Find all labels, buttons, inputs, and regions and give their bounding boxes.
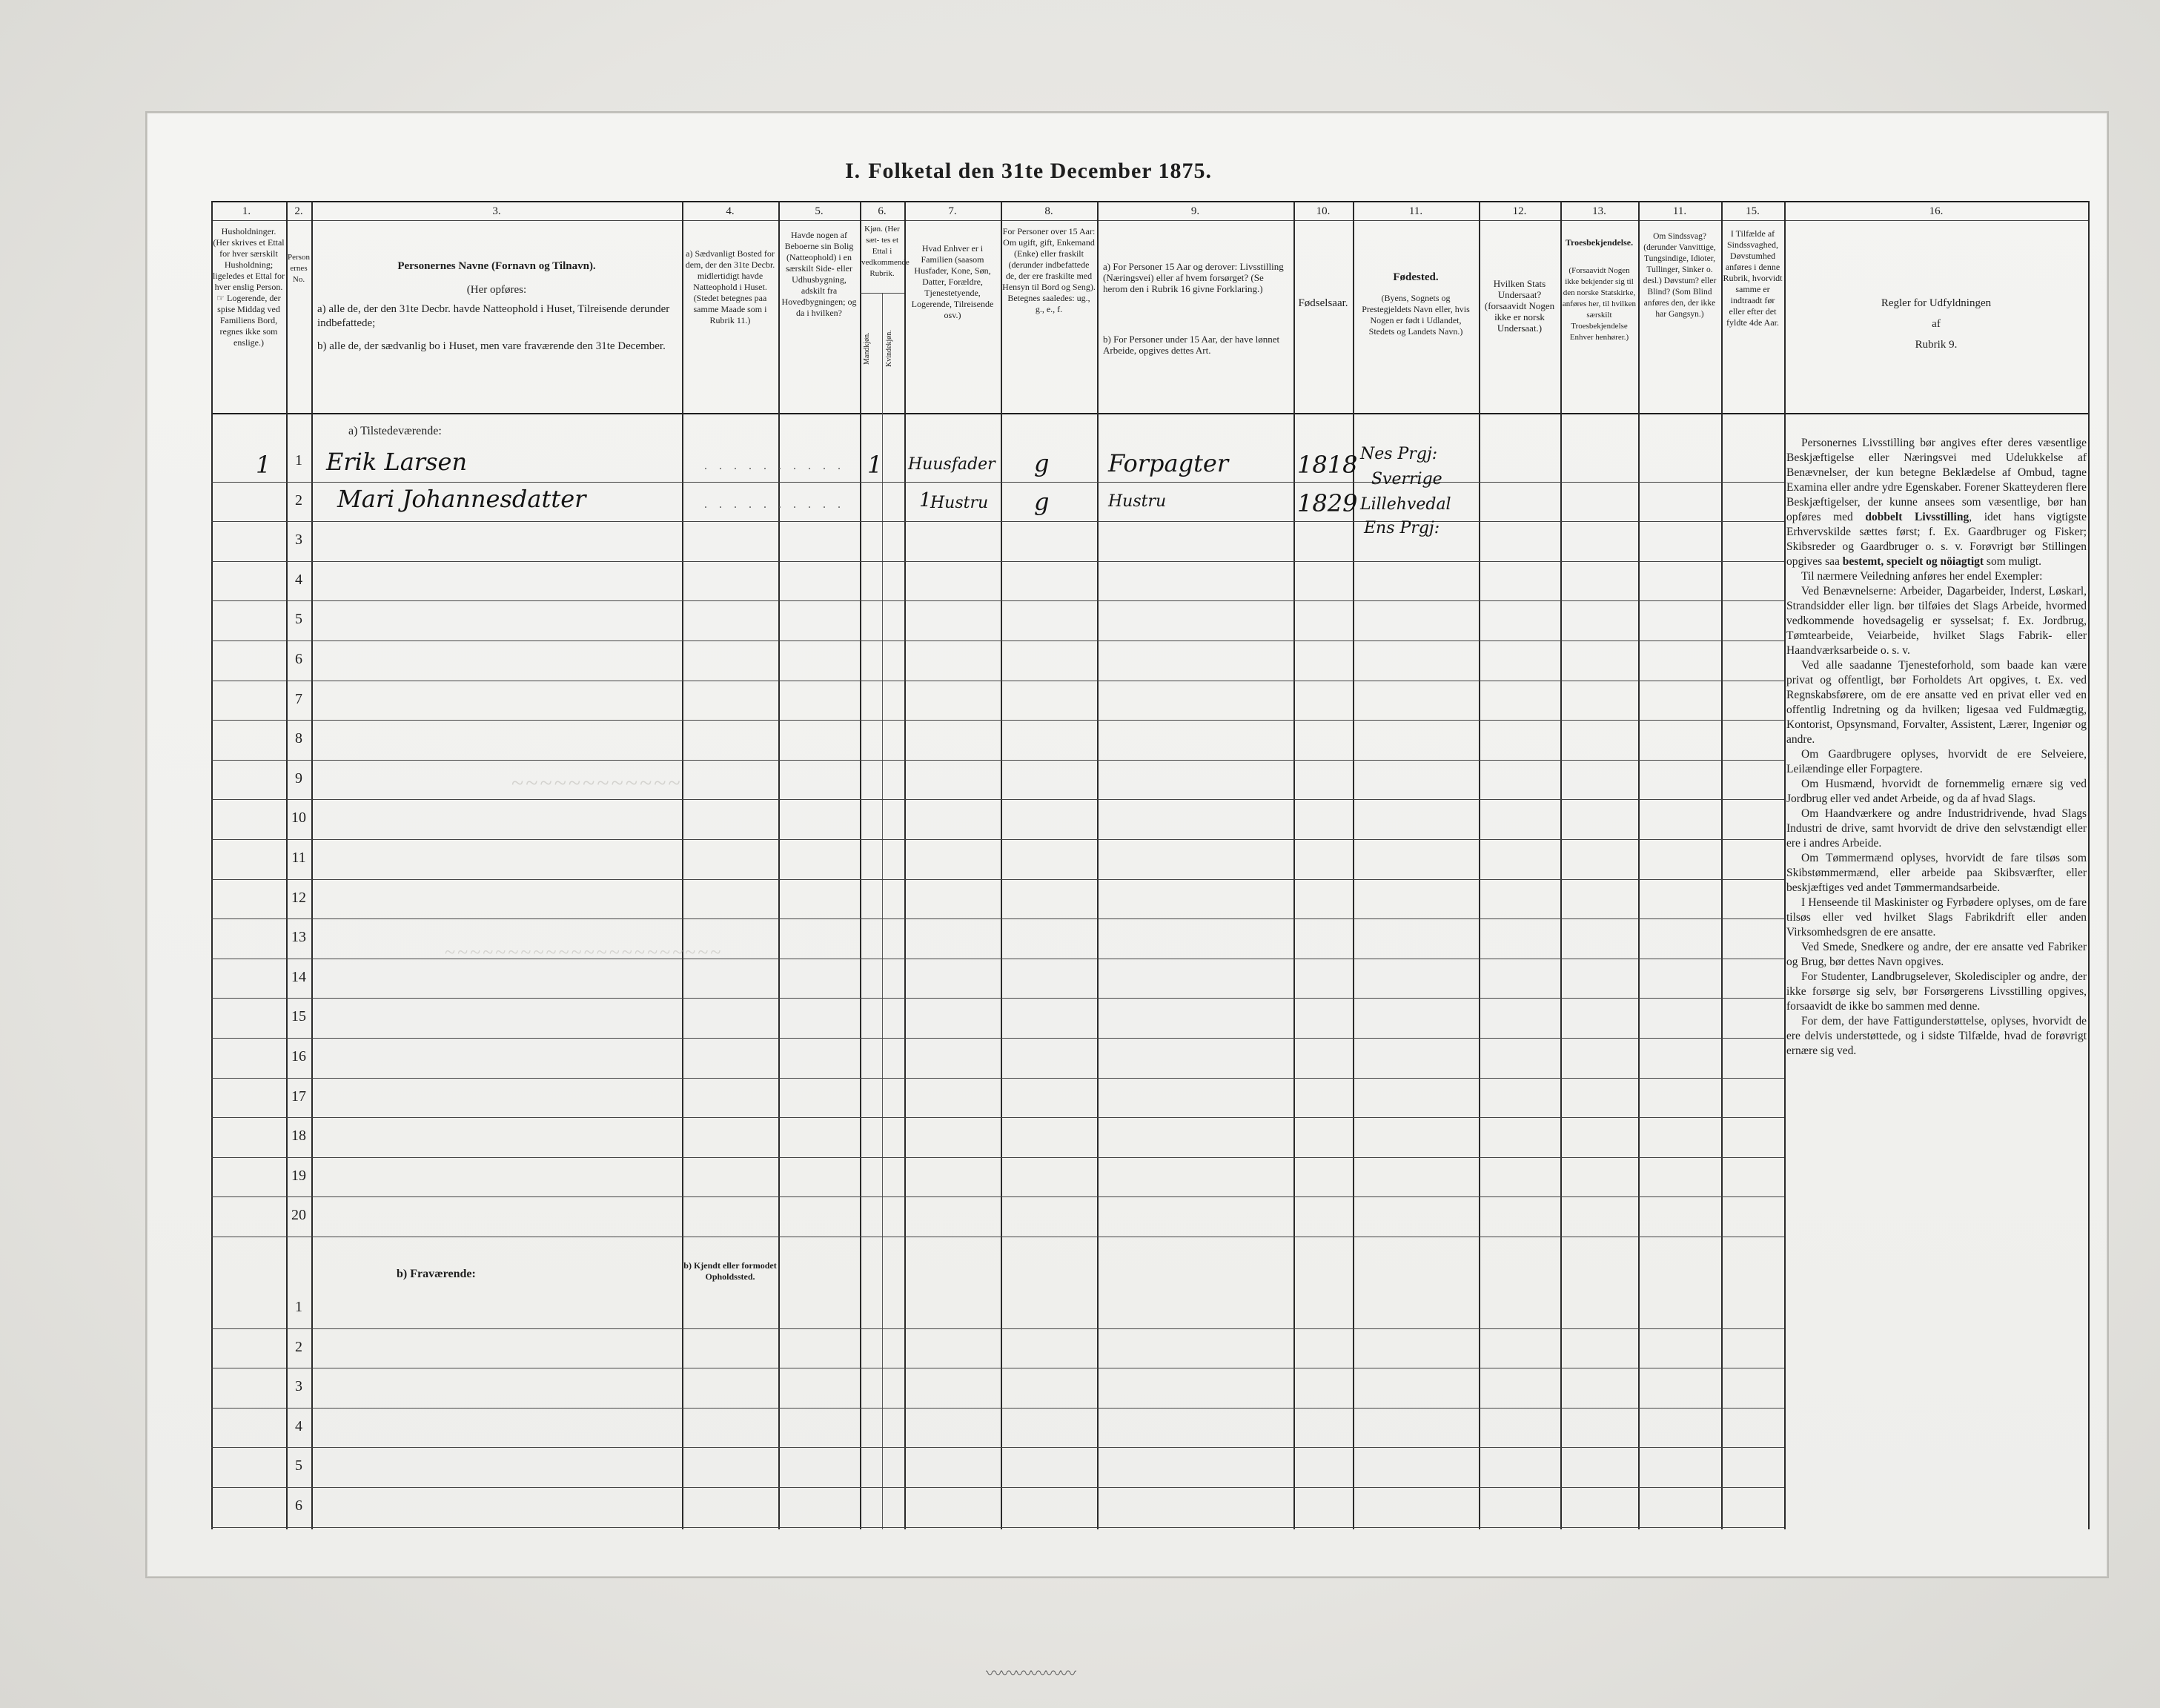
bottom-scribble: 〰〰〰〰〰〰: [986, 1664, 1076, 1683]
row-line: [1293, 760, 1784, 761]
header-rules-of: af: [1932, 318, 1941, 330]
colnum-rule: [211, 220, 2088, 221]
row-line: [1293, 1078, 1784, 1079]
colnum-10: 10.: [1316, 205, 1331, 217]
colnum-4: 4.: [726, 205, 735, 217]
col-line-center: [1097, 201, 1099, 1529]
colnum-14: 11.: [1672, 205, 1687, 217]
header-occupation-b: b) For Personer under 15 Aar, der have lønnet Arbeide, opgives dettes Art.: [1103, 334, 1280, 356]
row-number: 11: [291, 850, 306, 866]
row-line: [211, 640, 1293, 641]
row-line: [211, 521, 1293, 522]
colnum-2: 2.: [294, 205, 303, 217]
row-line: [1293, 799, 1784, 800]
row-line: [211, 1157, 1293, 1158]
col-line: [1353, 201, 1354, 1529]
top-rule-right: [1097, 201, 2088, 202]
row-line: [211, 600, 1293, 601]
col-line: [1560, 201, 1562, 1529]
absent-row-number: 6: [295, 1497, 302, 1514]
absent-row-line: [211, 1447, 1784, 1448]
row-line: [1293, 561, 1784, 562]
header-male: Mandkjøn.: [863, 332, 871, 365]
header-names-a: a) alle de, der den 31te Decbr. havde Natteophold i Huset, Tilreisende derunder indbefattede;: [317, 303, 670, 329]
dot-leader: . . . . . . . . . .: [704, 498, 845, 511]
header-disability: Om Sindssvag? (derunder Vanvittige, Tungsindige, Idioter, Tullinger, Sinker o. desl.) Døvstum? eller Blind? (Som Blind anføres den, der ikke har Gangsyn.): [1643, 232, 1717, 319]
entry-1-male: 1: [867, 451, 883, 479]
row-number: 16: [291, 1048, 306, 1065]
header-onset: I Tilfælde af Sindssvaghed, Døvstumhed anføres i denne Rubrik, hvorvidt samme er indtraadt før eller efter det fyldte 4de Aar.: [1723, 228, 1783, 328]
entry-1-status: g: [1034, 449, 1050, 477]
row-number: 1: [295, 452, 302, 469]
header-names-b: b) alle de, der sædvanlig bo i Huset, men vare fraværende den 31te December.: [317, 340, 666, 352]
colnum-6: 6.: [878, 205, 887, 217]
header-person-no: Personernes No.: [288, 253, 310, 284]
entry-2-occupation: Hustru: [1108, 492, 1167, 511]
absent-location-header: b) Kjendt eller formodet Opholdssted.: [683, 1260, 777, 1282]
row-line: [1293, 640, 1784, 641]
rules-text: Personernes Livsstilling bør angives efter deres væsentlige Beskjæftigelse eller Næringsvei med Udelukkelse af Benævnelser, der kun betegne Beklædelse af Ombud, tagne Examina eller andre ydre Egenskaber. Forener Skatteyderen flere Beskjæftigelser, der kunne ansees som væsentlige, bør han opføres med dobbelt Livsstilling, idet hans vigtigste Erhvervskilde sættes først; f. Ex. Gaardbruger og Fisker; Skibsreder og Gaardbruger o. s. v. Forøvrigt bør Stillingen opgives saa bestemt, specielt og nöiagtigt som muligt. Til nærmere Veiledning anføres her endel Exempler: Ved Benævnelserne: Arbeider, Dagarbeider, Inderst, Løskarl, Strandsidder eller lign. bør tilføies det Slags Arbeide, hvormed vedkommende hovedsagelig er sysselsat; f. Ex. Jordbrug, Tømtearbeide, Veiarbeide, hvilket Slags Fabrik- eller Haandværksarbeide o. s. v. Ved alle saadanne Tjenesteforhold, som baade kan være privat og offentligt, bør Forholdets Art opgives, t. Ex. ved Regnskabsførere, om de ere ansatte ved en privat eller ved en offentlig Indretning og da hvilken; ligesaa ved Fuldmægtig, Kontorist, Opsynsmand, Forvalter, Assistent, Lærer, Ingeniør og andre. Om Gaardbrugere oplyses, hvorvidt de ere Selveiere, Leilændinge eller Forpagtere. Om Husmænd, hvorvidt de fornemmelig ernære sig ved Jordbrug eller ved andet Arbeide, og da af hvad Slags. Om Haandværkere og andre Industridrivende, hvad Slags Industri de drive, samt hvorvidt de drive den selvstændigt eller ere i andres Arbeide. Om Tømmermænd oplyses, hvorvidt de fare tilsøs som Skibstømmermænd, eller arbeide paa Skibsværfter, eller beskjæftiges ved andet Tømmermandsarbeide. I Henseende til Maskinister og Fyrbødere oplyses, om de fare tilsøs eller ved hvilket Slags Fabrikdrift eller anden Virksomhedsgren de ere ansatte. Ved Smede, Snedkere og andre, der ere ansatte ved Fabriker og Brug, bør dettes Navn opgives. For Studenter, Landbrugselever, Skolediscipler og andre, der ikke forsørge sig selv, bør Forsørgerens Livsstilling opgives, forsaavidt de ikke bo sammen med denne. For dem, der have Fattigunderstøttelse, oplyses, hvorvidt de ere delvis understøttede, og i sidste Tilfælde, hvad de forøvrigt ernære sig ved.: [1786, 437, 2087, 1057]
colnum-13: 13.: [1592, 205, 1606, 217]
row-number: 14: [291, 968, 306, 985]
row-line: [1293, 879, 1784, 880]
absent-row-number: 2: [295, 1338, 302, 1355]
bleed-through: ~~~~~~~~~~~~: [511, 771, 683, 795]
row-line: [211, 879, 1293, 880]
header-birthplace: (Byens, Sognets og Prestegjeldets Navn eller, hvis Nogen er født i Udlandet, Stedets og Landets Navn.): [1362, 293, 1470, 337]
colnum-7: 7.: [948, 205, 957, 217]
row-number: 2: [295, 491, 302, 509]
absent-row-line: [211, 1527, 1784, 1528]
colnum-12: 12.: [1512, 205, 1527, 217]
row-number: 6: [295, 651, 302, 667]
absent-row-line: [211, 1487, 1784, 1488]
header-citizenship: Hvilken Stats Undersaat? (forsaavidt Nogen ikke er norsk Undersaat.): [1484, 278, 1555, 334]
row-line: [1293, 1038, 1784, 1039]
row-line: [211, 482, 1293, 483]
row-number: 4: [295, 571, 302, 588]
row-number: 3: [295, 532, 302, 549]
entry-2-name: Mari Johannesdatter: [337, 485, 586, 513]
col-line: [1638, 201, 1640, 1529]
form-title: I. Folketal den 31te December 1875.: [845, 159, 1213, 183]
row-line: [211, 918, 1293, 919]
row-number: 9: [295, 769, 302, 787]
header-names-title: Personernes Navne (Fornavn og Tilnavn).: [397, 260, 596, 272]
colnum-16: 16.: [1929, 205, 1944, 217]
row-line: [211, 561, 1293, 562]
row-number: 15: [291, 1008, 306, 1025]
absent-row-number: 1: [295, 1299, 302, 1315]
row-line: [211, 720, 1293, 721]
header-usual-residence: a) Sædvanligt Bosted for dem, der den 31te Decbr. midlertidigt havde Natteophold i Huset. (Stedet betegnes paa samme Maade som i Rubrik 11.): [685, 248, 775, 325]
row-number: 13: [291, 929, 306, 946]
col-line: [860, 201, 861, 1529]
row-line: [1293, 918, 1784, 919]
entry-2-status: g: [1034, 488, 1050, 516]
absent-row-line: [211, 1408, 1784, 1409]
header-households: Husholdninger. (Her skrives et Ettal for hver særskilt Husholdning; ligeledes et Ettal for hver enslig Person. ☞ Logerende, der spise Middag ved Familiens Bord, regnes ikke som enslige.): [213, 226, 285, 348]
entry-2-role: Hustru: [930, 494, 989, 512]
header-religion-title: Troesbekjendelse.: [1565, 237, 1634, 248]
top-rule-left: [211, 201, 1097, 202]
absent-row-number: 5: [295, 1457, 302, 1474]
header-bottom-rule: [211, 413, 2088, 414]
col-line: [1479, 201, 1480, 1529]
row-line: [1293, 998, 1784, 999]
row-line: [1293, 482, 1784, 483]
col-line: [1784, 201, 1786, 1529]
header-rules-rubrik: Rubrik 9.: [1915, 339, 1958, 351]
entry-1-role: Huusfader: [908, 455, 995, 474]
entry-1-household: 1: [256, 451, 271, 479]
absent-row-number: 3: [295, 1378, 302, 1395]
entry-2-birthplace-2: Ens Prgj:: [1364, 519, 1440, 537]
dot-leader: . . . . . . . . . .: [704, 460, 845, 472]
header-occupation-a: a) For Personer 15 Aar og derover: Livsstilling (Næringsvei) eller af hvem forsørget? (Se herom den i Rubrik 16 givne Forklaring.): [1103, 261, 1284, 294]
row-number: 17: [291, 1088, 306, 1105]
header-birth-year: Fødselsaar.: [1298, 297, 1348, 309]
entry-1-birthplace-2: Sverrige: [1371, 470, 1442, 489]
colnum-11: 11.: [1408, 205, 1423, 217]
col-line: [311, 201, 313, 1529]
entry-1-occupation: Forpagter: [1108, 449, 1229, 477]
header-names-sub: (Her opføres:: [466, 284, 527, 296]
section-absent: b) Fraværende:: [397, 1268, 476, 1280]
row-line: [211, 799, 1293, 800]
entry-2-female: 1: [919, 489, 932, 512]
colnum-8: 8.: [1044, 205, 1053, 217]
row-number: 5: [295, 611, 302, 628]
row-number: 10: [291, 810, 306, 827]
section-present: a) Tilstedeværende:: [348, 425, 442, 437]
entry-1-born: 1818: [1297, 451, 1358, 479]
col-line: [1721, 201, 1723, 1529]
header-rules-title: Regler for Udfyldningen: [1881, 297, 1992, 309]
header-outbuilding: Havde nogen af Beboerne sin Bolig (Natteophold) i en særskilt Side- eller Udhusbygning, adskilt fra Hovedbygningen; og da i hvilken?: [781, 230, 857, 318]
col-line: [2088, 201, 2090, 1529]
colnum-3: 3.: [492, 205, 501, 217]
row-line: [1293, 1196, 1784, 1197]
header-family-role: Hvad Enhver er i Familien (saasom Husfader, Kone, Søn, Datter, Forældre, Tjenestetyende, Logerende, Tilreisende osv.): [911, 243, 994, 320]
col-line: [904, 201, 906, 1529]
colnum-9: 9.: [1190, 205, 1200, 217]
row-number: 20: [291, 1207, 306, 1224]
header-birthplace-title: Fødested.: [1393, 271, 1439, 283]
entry-1-name: Erik Larsen: [326, 448, 468, 476]
row-line: [211, 1117, 1293, 1118]
header-sex: Kjøn. (Her sæt- tes et Ettal i vedkommende Rubrik.: [861, 225, 910, 278]
header-female: Kvindekjøn.: [885, 330, 893, 367]
row-line: [1293, 839, 1784, 840]
colnum-5: 5.: [815, 205, 824, 217]
colnum-15: 15.: [1746, 205, 1760, 217]
row-number: 7: [295, 690, 302, 707]
row-line: [1293, 600, 1784, 601]
row-number: 12: [291, 889, 306, 906]
entry-2-born: 1829: [1297, 489, 1358, 517]
entry-1-birthplace: Nes Prgj:: [1360, 445, 1438, 463]
row-number: 18: [291, 1128, 306, 1145]
row-number: 8: [295, 730, 302, 747]
header-marital-status: For Personer over 15 Aar: Om ugift, gift, Enkemand (Enke) eller fraskilt (derunder indbefattede de, der ere fraskilte med Hensyn til Bord og Seng). Betegnes saaledes: ug., g., e., f.: [1002, 226, 1096, 314]
row-line: [211, 760, 1293, 761]
row-line: [211, 839, 1293, 840]
entry-2-birthplace: Lillehvedal: [1360, 495, 1451, 514]
header-religion: (Forsaavidt Nogen ikke bekjender sig til den norske Statskirke, anføres her, til hvilken særskilt Troesbekjendelse Enhver henhører.): [1562, 266, 1637, 342]
row-line: [1293, 720, 1784, 721]
row-line: [211, 998, 1293, 999]
bleed-through: ~~~~~~~~~~~~~~~~~~~~~~: [445, 941, 723, 963]
row-line: [211, 1038, 1293, 1039]
absent-row-number: 4: [295, 1417, 302, 1434]
absent-row-line: [211, 1328, 1784, 1329]
sex-split-rule: [860, 293, 904, 294]
row-number: 19: [291, 1167, 306, 1184]
colnum-1: 1.: [242, 205, 251, 217]
row-line: [211, 1078, 1293, 1079]
row-line: [211, 1196, 1293, 1197]
row-line: [1293, 1157, 1784, 1158]
row-line: [1293, 1117, 1784, 1118]
col-line: [1293, 201, 1295, 1529]
